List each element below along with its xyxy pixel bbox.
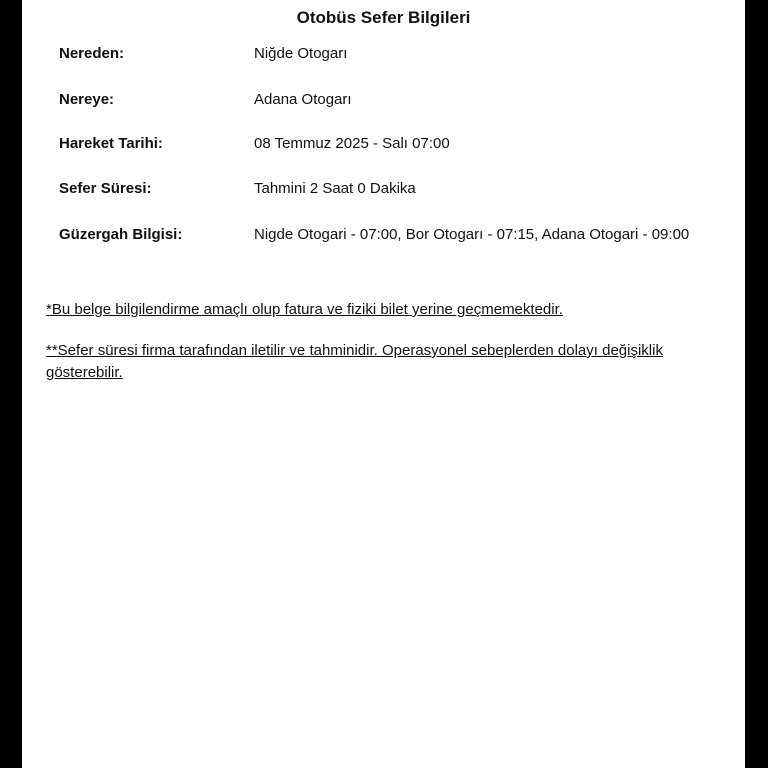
field-value-departure-date: 08 Temmuz 2025 - Salı 07:00	[254, 135, 450, 152]
document-page	[22, 0, 745, 768]
field-label-destination: Nereye:	[59, 91, 115, 108]
field-label-duration: Sefer Süresi:	[59, 180, 152, 197]
field-value-destination: Adana Otogarı	[254, 91, 352, 108]
document-title: Otobüs Sefer Bilgileri	[296, 8, 471, 27]
disclaimer-note: *Bu belge bilgilendirme amaçlı olup fatura ve fiziki bilet yerine geçmemektedir.	[46, 301, 563, 318]
field-label-route: Güzergah Bilgisi:	[59, 226, 183, 243]
field-value-origin: Niğde Otogarı	[254, 45, 348, 62]
field-label-origin: Nereden:	[59, 45, 125, 62]
duration-note: **Sefer süresi firma tarafından iletilir ve tahminidir. Operasyonel sebeplerden dolayı değişiklik gösterebilir.	[46, 342, 663, 381]
field-value-route: Nigde Otogari - 07:00, Bor Otogarı - 07:15, Adana Otogari - 09:00	[254, 226, 690, 243]
field-label-departure-date: Hareket Tarihi:	[59, 135, 163, 152]
field-value-duration: Tahmini 2 Saat 0 Dakika	[254, 180, 416, 197]
